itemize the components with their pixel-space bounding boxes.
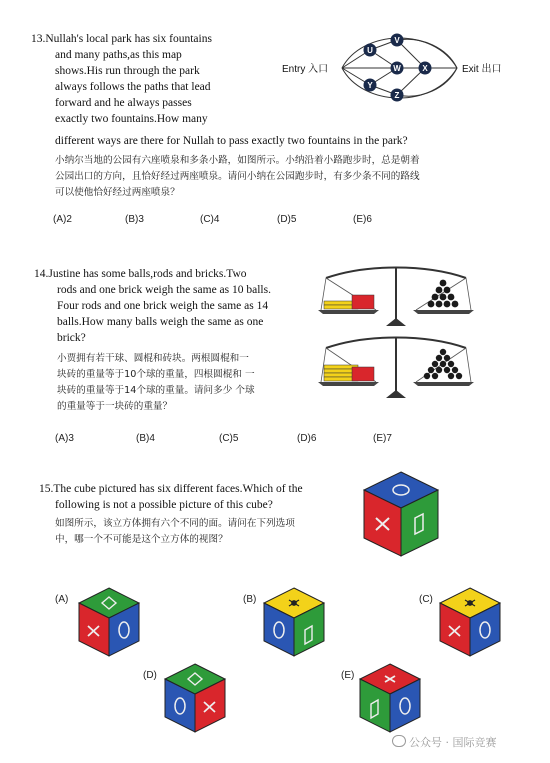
q15-option-b-label[interactable]: (B) xyxy=(243,594,257,605)
q14-option-a[interactable]: (A)3 xyxy=(55,433,74,444)
q13-option-a[interactable]: (A)2 xyxy=(53,214,72,225)
brick-icon xyxy=(352,367,374,381)
map-exit-label: Exit 出口 xyxy=(462,64,502,75)
q13-line-5: forward and he always passes xyxy=(55,97,192,109)
node-y-label: Y xyxy=(367,81,373,90)
q14-line-2: rods and one brick weigh the same as 10 balls. xyxy=(57,284,271,296)
q15-zh-1: 如图所示，该立方体拥有六个不同的面。请问在下列选项 xyxy=(55,518,295,529)
q15-option-d-cube[interactable] xyxy=(162,662,228,734)
q13-zh-3: 可以使他恰好经过两座喷泉？ xyxy=(55,187,180,198)
q15-option-d-label[interactable]: (D) xyxy=(143,670,157,681)
balance-scale-1 xyxy=(316,262,476,332)
brick-icon xyxy=(352,295,374,309)
q13-zh-2: 公园出口的方向，且恰好经过两座喷泉。请问小纳在公园跑步时，有多少条不同的路线 xyxy=(55,171,420,182)
cube-main xyxy=(360,470,442,558)
q13-line-2: and many paths,as this map xyxy=(55,49,182,61)
q14-option-d[interactable]: (D)6 xyxy=(297,433,317,444)
q13-option-e[interactable]: (E)6 xyxy=(353,214,372,225)
map-entry-label: Entry 入口 xyxy=(282,64,329,75)
q15-zh-2: 中，哪一个不可能是这个立方体的视图？ xyxy=(55,534,228,545)
q14-option-e[interactable]: (E)7 xyxy=(373,433,392,444)
park-map-diagram xyxy=(282,28,510,108)
q14-option-b[interactable]: (B)4 xyxy=(136,433,155,444)
node-w-label: W xyxy=(393,64,401,73)
q14-option-c[interactable]: (C)5 xyxy=(219,433,239,444)
q15-line-1: 15.The cube pictured has six different faces.Which of the xyxy=(39,483,303,495)
balance-scale-2 xyxy=(316,332,476,404)
q14-zh-1: 小贾拥有若干球、圆棍和砖块。两根圆棍和一 xyxy=(57,353,249,364)
q13-line-7: different ways are there for Nullah to pass exactly two fountains in the park? xyxy=(55,135,408,147)
q13-line-3: shows.His run through the park xyxy=(55,65,200,77)
wechat-icon xyxy=(392,735,406,747)
q14-line-1: 14.Justine has some balls,rods and bricks.Two xyxy=(34,268,247,280)
q14-line-4: balls.How many balls weigh the same as one xyxy=(57,316,264,328)
node-v-label: V xyxy=(394,36,400,45)
q15-option-e-cube[interactable] xyxy=(357,662,423,734)
node-u-label: U xyxy=(367,46,373,55)
balls-10-icon xyxy=(428,280,459,308)
q14-line-3: Four rods and one brick weigh the same as 14 xyxy=(57,300,269,312)
q15-option-e-label[interactable]: (E) xyxy=(341,670,355,681)
q13-line-4: always follows the paths that lead xyxy=(55,81,211,93)
q13-option-d[interactable]: (D)5 xyxy=(277,214,297,225)
q15-option-a-label[interactable]: (A) xyxy=(55,594,69,605)
q15-option-c-cube[interactable] xyxy=(437,586,503,658)
q14-zh-4: 的重量等于一块砖的重量？ xyxy=(57,401,173,412)
q15-option-a-cube[interactable] xyxy=(76,586,142,658)
balls-14-icon xyxy=(424,349,462,379)
q13-zh-1: 小纳尔当地的公园有六座喷泉和多条小路，如图所示。小纳沿着小路跑步时，总是朝着 xyxy=(55,155,420,166)
q15-option-c-label[interactable]: (C) xyxy=(419,594,433,605)
q14-line-5: brick? xyxy=(57,332,86,344)
watermark-text: 公众号 · 国际竞赛 xyxy=(409,736,497,749)
node-x-label: X xyxy=(422,64,428,73)
watermark xyxy=(392,734,497,750)
q14-zh-2: 块砖的重量等于10个球的重量，四根圆棍和 一 xyxy=(57,369,255,380)
q14-zh-3: 块砖的重量等于14个球的重量。请问多少 个球 xyxy=(57,385,255,396)
q13-option-c[interactable]: (C)4 xyxy=(200,214,220,225)
q13-line-1: 13.Nullah's local park has six fountains xyxy=(31,33,212,45)
q15-line-2: following is not a possible picture of this cube? xyxy=(55,499,273,511)
q13-option-b[interactable]: (B)3 xyxy=(125,214,144,225)
node-z-label: Z xyxy=(394,91,400,100)
q15-option-b-cube[interactable] xyxy=(261,586,327,658)
q13-line-6: exactly two fountains.How many xyxy=(55,113,208,125)
